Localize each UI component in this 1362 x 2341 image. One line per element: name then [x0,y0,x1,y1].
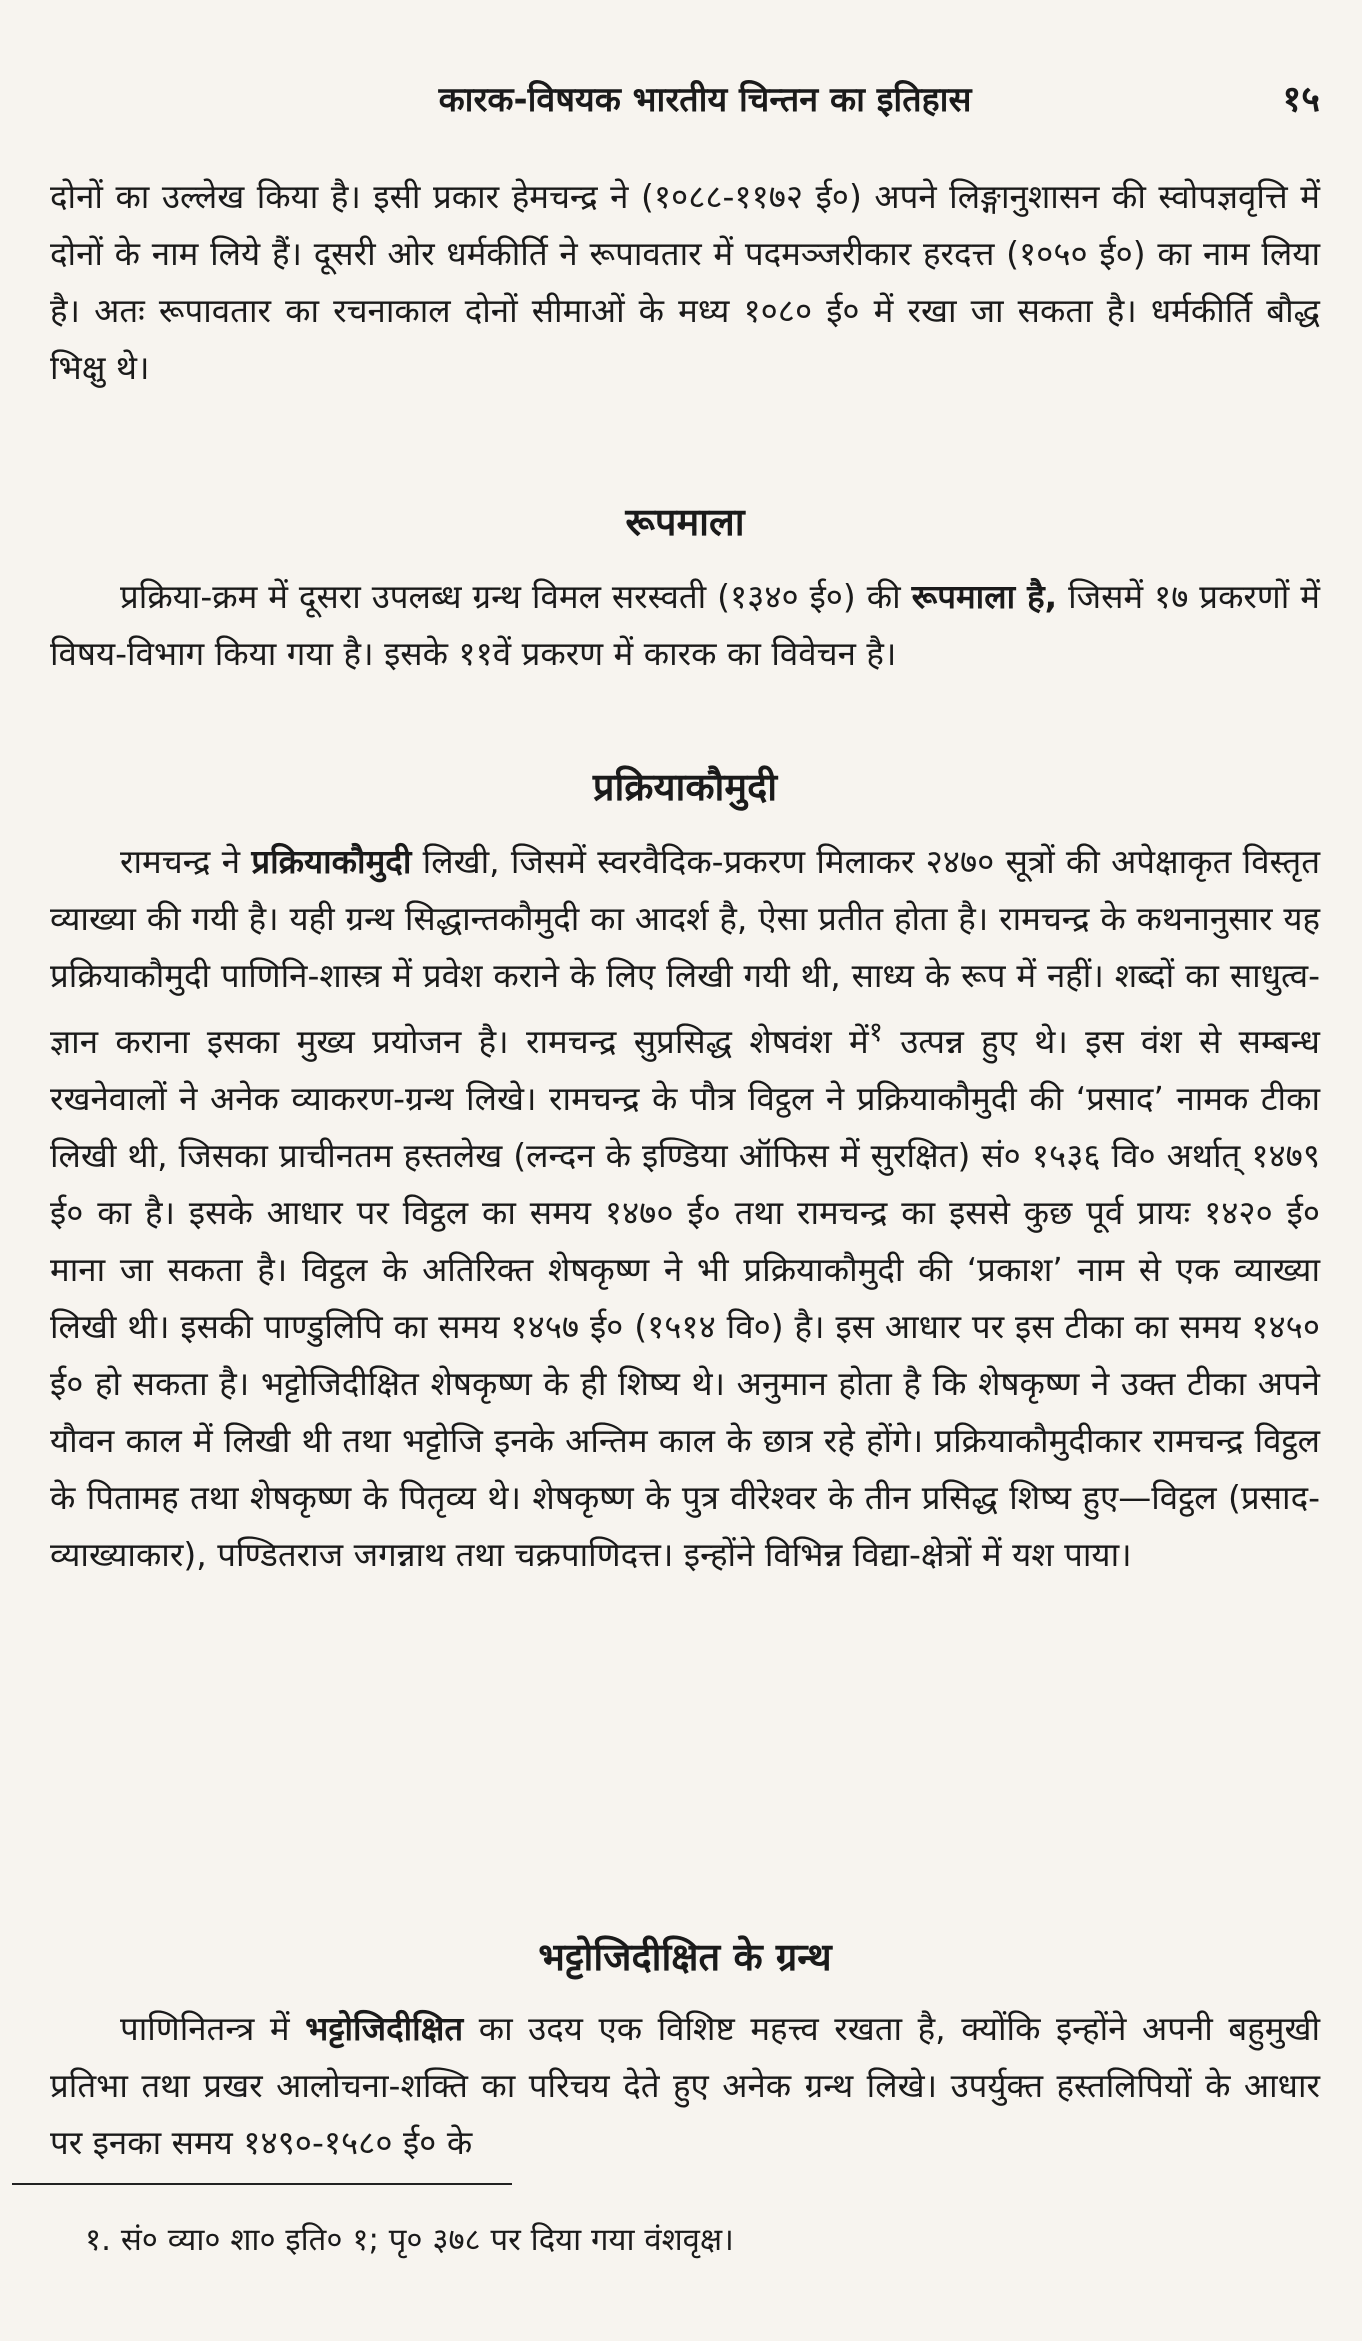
footnote-reference: १ [868,1016,883,1048]
paragraph-continued [50,168,1320,396]
paragraph-rest: जिसमें १७ प्रकरणों में विषय-विभाग किया गया है। इसके ११वें प्रकरण में कारक का विवेचन है। [50,577,1320,673]
section-body-rupamala [50,568,1320,682]
paragraph-bhattoji [50,2000,1320,2171]
section-body-prakriyakaumudi [50,833,1320,1583]
paragraph-rest-2: उत्पन्न हुए थे। इस वंश से सम्बन्ध रखनेवालों ने अनेक व्याकरण-ग्रन्थ लिखे। रामचन्द्र के पौत्र विट्ठल ने प्रक्रियाकौमुदी की ‘प्रसाद’ नामक टीका लिखी थी, जिसका प्राचीनतम हस्तलेख (लन्दन के इण्डिया ऑफिस में सुरक्षित) सं० १५३६ वि० अर्थात् १४७९ ई० का है। इसके आधार पर विट्ठल का समय १४७० ई० तथा रामचन्द्र का इससे कुछ पूर्व प्रायः १४२० ई० माना जा सकता है। विट्ठल के अतिरिक्त शेषकृष्ण ने भी प्रक्रियाकौमुदी की ‘प्रकाश’ नाम से एक व्याख्या लिखी थी। इसकी पाण्डुलिपि का समय १४५७ ई० (१५१४ वि०) है। इस आधार पर इस टीका का समय १४५० ई० हो सकता है। भट्टोजिदीक्षित शेषकृष्ण के ही शिष्य थे। अनुमान होता है कि शेषकृष्ण ने उक्त टीका अपने यौवन काल में लिखी थी तथा भट्टोजि इनके अन्तिम काल के छात्र रहे होंगे। प्रक्रियाकौमुदीकार रामचन्द्र विट्ठल के पितामह तथा शेषकृष्ण के पितृव्य थे। शेषकृष्ण के पुत्र वीरेश्वर के तीन प्रसिद्ध शिष्य हुए—विट्ठल (प्रसाद-व्याख्याकार), पण्डितराज जगन्नाथ तथा चक्रपाणिदत्त। इन्होंने विभिन्न विद्या-क्षेत्रों में यश पाया। [50,1022,1320,1574]
paragraph-rest: लिखी, जिसमें स्वरवैदिक-प्रकरण मिलाकर २४७० सूत्रों की अपेक्षाकृत विस्तृत व्याख्या की गयी है। यही ग्रन्थ सिद्धान्तकौमुदी का आदर्श है, ऐसा प्रतीत होता है। रामचन्द्र के कथनानुसार यह प्रक्रियाकौमुदी पाणिनि-शास्त्र में प्रवेश कराने के लिए लिखी गयी थी, साध्य के रूप में नहीं। शब्दों का साधुत्व-ज्ञान कराना इसका मुख्य प्रयोजन है। रामचन्द्र सुप्रसिद्ध शेषवंश में [50,842,1321,1061]
section-heading-prakriyakaumudi: प्रक्रियाकौमुदी [592,765,778,809]
paragraph-lead: प्रक्रिया-क्रम में दूसरा उपलब्ध ग्रन्थ विमल सरस्वती (१३४० ई०) की [120,577,901,616]
section-heading-rupamala: रूपमाला [625,500,745,544]
paragraph-text: दोनों का उल्लेख किया है। इसी प्रकार हेमचन्द्र ने (१०८८-११७२ ई०) अपने लिङ्गानुशासन की स्वोपज्ञवृत्ति में दोनों के नाम लिये हैं। दूसरी ओर धर्मकीर्ति ने रूपावतार में पदमञ्जरीकार हरदत्त (१०५० ई०) का नाम लिया है। अतः रूपावतार का रचनाकाल दोनों सीमाओं के मध्य १०८० ई० में रखा जा सकता है। धर्मकीर्ति बौद्ध भिक्षु थे। [50,177,1320,387]
paragraph-rupamala [50,568,1320,682]
footnote: १. सं० व्या० शा० इति० १; पृ० ३७८ पर दिया गया वंशवृक्ष। [85,2222,734,2258]
section-body-bhattoji [50,2000,1320,2171]
running-title: कारक-विषयक भारतीय चिन्तन का इतिहास [438,80,972,120]
paragraph-prakriyakaumudi [50,833,1320,1583]
section-heading-bhattoji: भट्टोजिदीक्षित के ग्रन्थ [538,1935,832,1979]
running-header [60,70,1350,130]
footnote-divider [12,2183,512,2185]
bold-term: भट्टोजिदीक्षित [305,2009,464,2048]
bold-term: प्रक्रियाकौमुदी [251,842,412,881]
paragraph-lead: रामचन्द्र ने [120,842,252,881]
paragraph-rest: का उदय एक विशिष्ट महत्त्व रखता है, क्योंकि इन्होंने अपनी बहुमुखी प्रतिभा तथा प्रखर आलोचना-शक्ति का परिचय देते हुए अनेक ग्रन्थ लिखे। उपर्युक्त हस्तलिपियों के आधार पर इनका समय १४९०-१५८० ई० के [50,2009,1320,2162]
page-number: १५ [1282,79,1320,120]
paragraph-lead: पाणिनितन्त्र में [120,2009,306,2048]
bold-term: रूपमाला है, [911,577,1058,616]
